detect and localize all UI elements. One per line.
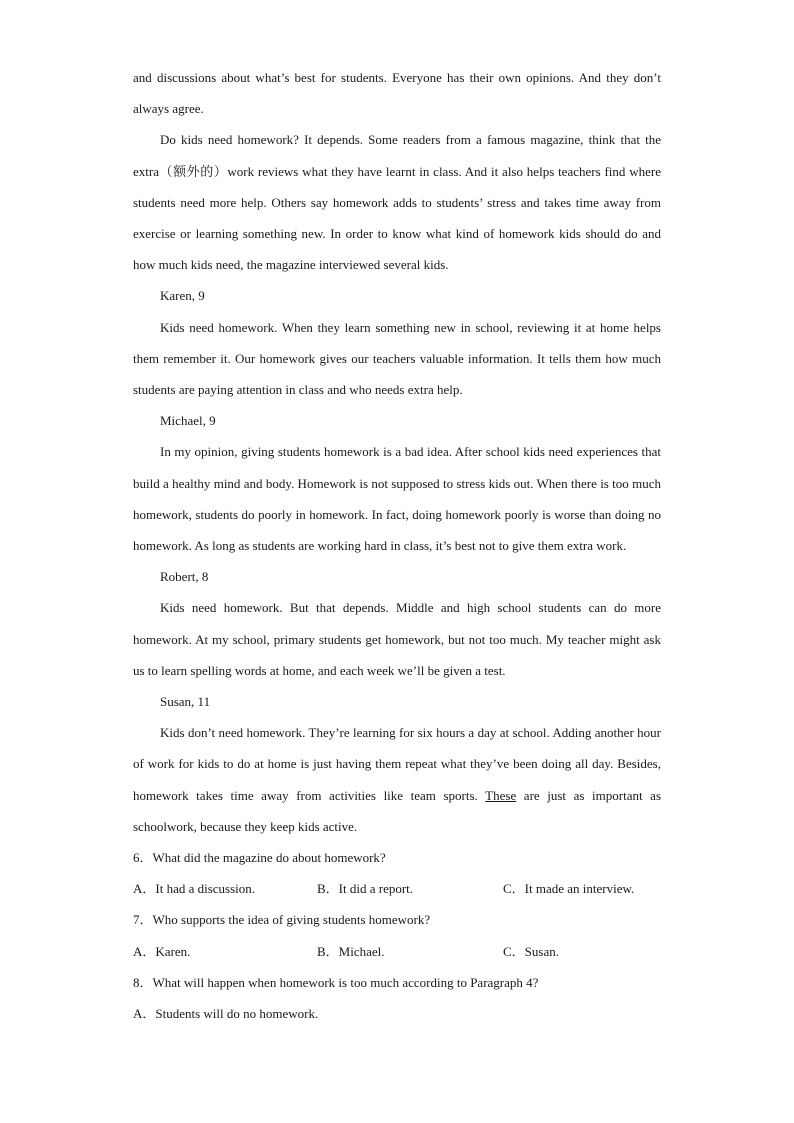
question-8-stem: 8．What will happen when homework is too much according to Paragraph 4? — [133, 974, 539, 990]
question-8-options — [133, 998, 661, 1029]
question-6-stem: 6．What did the magazine do about homework? — [133, 850, 386, 866]
paragraph-robert: Kids need homework. But that depends. Middle and high school students can do more homework. At my school, primary students get homework, but not too much. My teacher might ask us to learn spelling words at home, and each week we’ll be given a test. — [133, 600, 661, 678]
speaker-susan: Susan, 11 — [160, 694, 211, 710]
question-7-option-a: A．Karen. — [133, 943, 191, 959]
speaker-karen: Karen, 9 — [160, 288, 205, 304]
paragraph-susan — [133, 717, 661, 842]
question-6-option-c: C．It made an interview. — [503, 881, 635, 897]
paragraph-magazine: Do kids need homework? It depends. Some readers from a famous magazine, think that the extra（额外的）work reviews what they have learnt in class. And it also helps teachers find where students need more help. Others say homework adds to students’ stress and takes time away from exercise or learning something new. In order to know what kind of homework kids should do and how much kids need, the magazine interviewed several kids. — [133, 132, 661, 273]
question-6-options — [133, 873, 661, 904]
speaker-michael: Michael, 9 — [160, 413, 216, 429]
question-7-option-c: C．Susan. — [503, 943, 559, 959]
question-6-option-b: B．It did a report. — [317, 881, 414, 897]
paragraph-karen: Kids need homework. When they learn something new in school, reviewing it at home helps them remember it. Our homework gives our teachers valuable information. It tells them how much students are paying attention in class and who needs extra help. — [133, 319, 661, 398]
question-7-options — [133, 936, 661, 967]
question-7-stem: 7．Who supports the idea of giving students homework? — [133, 912, 431, 928]
paragraph-susan-text-after: are just as important as schoolwork, because they keep kids active. — [133, 787, 662, 834]
question-6-option-a: A．It had a discussion. — [133, 881, 256, 897]
document-page — [133, 62, 661, 1029]
paragraph-intro-continued: and discussions about what’s best for students. Everyone has their own opinions. And they don’t always agree. — [133, 70, 661, 117]
paragraph-michael: In my opinion, giving students homework is a bad idea. After school kids need experiences that build a healthy mind and body. Homework is not supposed to stress kids out. When there is too much homework, students do poorly in homework. In fact, doing homework poorly is worse than doing no homework. As long as students are working hard in class, it’s best not to give them extra work. — [133, 444, 661, 554]
question-8-option-a: A．Students will do no homework. — [133, 1006, 319, 1022]
speaker-robert: Robert, 8 — [160, 569, 209, 585]
underlined-word-these: These — [485, 787, 517, 803]
paragraph-susan-text-before: Kids don’t need homework. They’re learning for six hours a day at school. Adding another hour of work for kids to do at home is just having them repeat what they’ve been doing all day. Besides, homework takes time away from activities like team sports. — [133, 725, 661, 803]
question-7-option-b: B．Michael. — [317, 943, 385, 959]
